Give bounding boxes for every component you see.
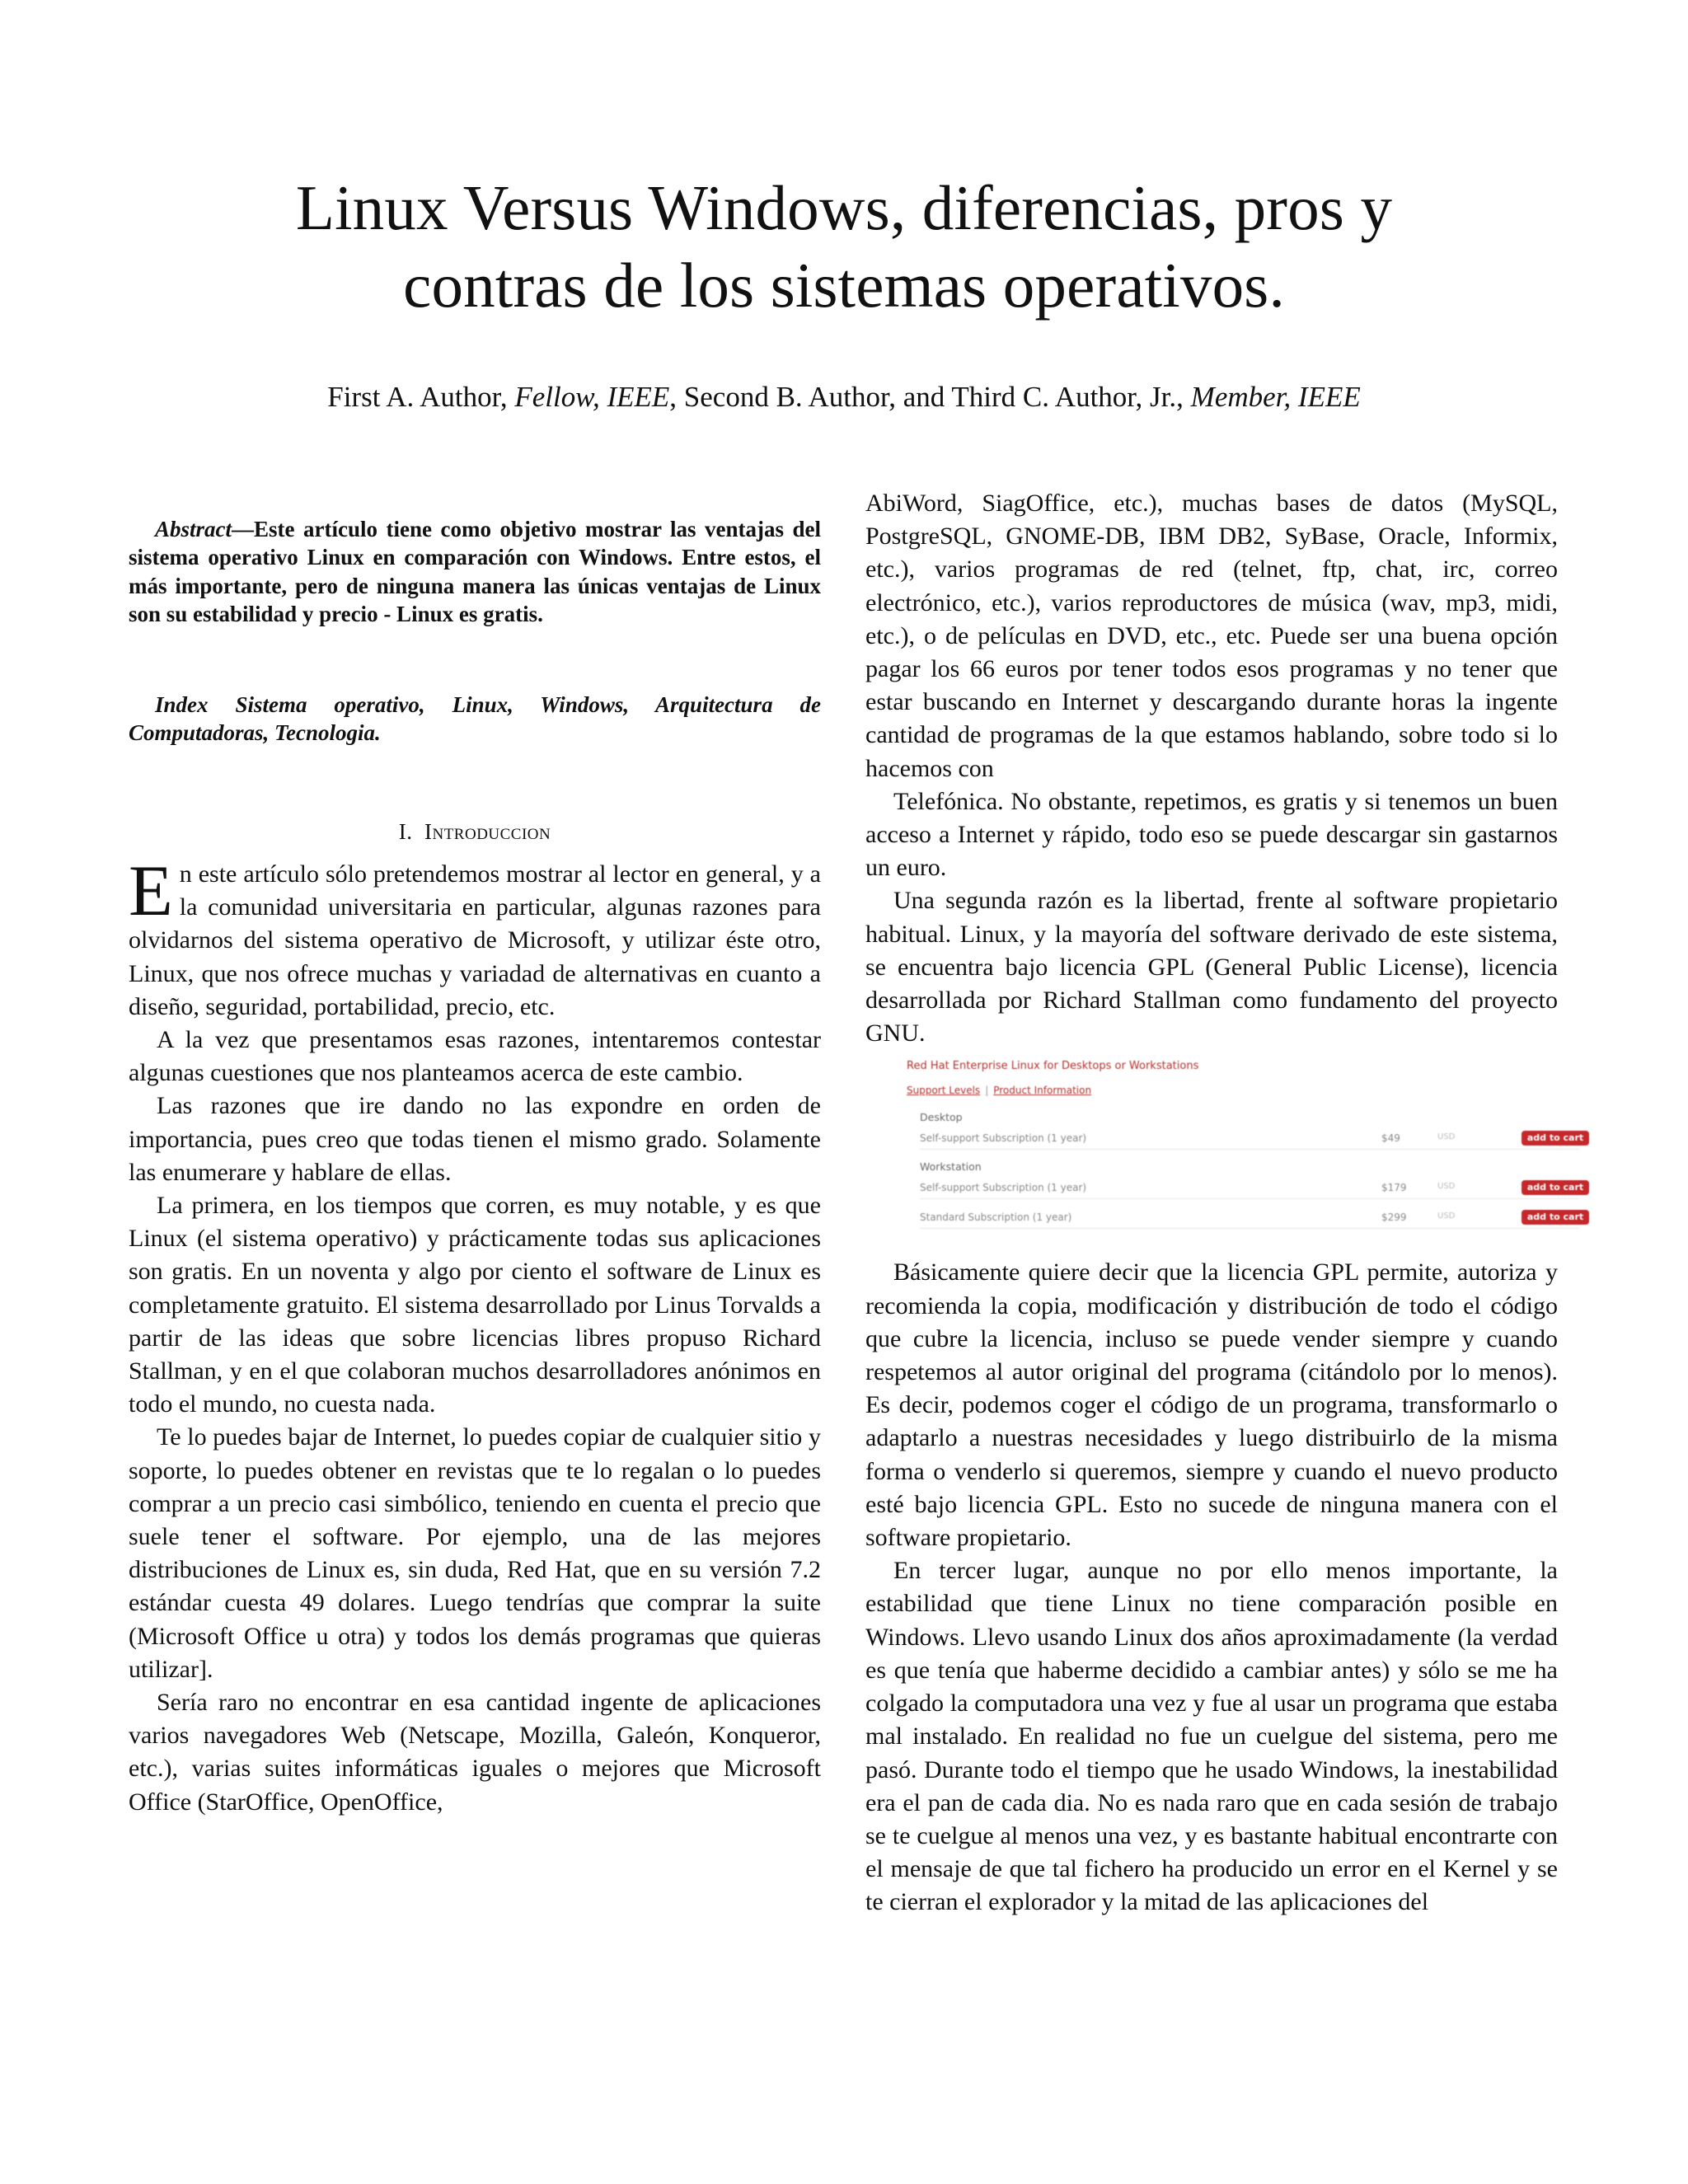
drop-cap: E — [129, 851, 173, 931]
add-to-cart-button: add to cart — [1522, 1131, 1589, 1146]
abstract — [129, 515, 821, 629]
paragraph: Telefónica. No obstante, repetimos, es gratis y si tenemos un buen acceso a Internet y rápido, todo eso se puede descargar sin gastarnos un euro. — [865, 787, 1558, 882]
title-line-1: Linux Versus Windows, diferencias, pros y — [295, 172, 1393, 243]
paragraph: En tercer lugar, aunque no por ello menos importante, la estabilidad que tiene Linux no tiene comparación posible en Windows. Llevo usando Linux dos años aproximadamente (la verdad es que tenía que haberme decidido a cambiar antes) y sólo se me ha colgado la computadora una vez y fue al usar un programa que estaba mal instalado. En realidad no fue un cuelgue del sistema, pero me pasó. Durante todo el tiempo que he usado Windows, la inestabilidad era el pan de cada dia. No es nada raro que en cada sesión de trabajo se te cuelgue al menos una vez, y es bastante habitual encontrarte con el mensaje de que tal fichero ha producido un error en el Kernel y se te cierran el explorador y la mitad de las aplicaciones del — [865, 1557, 1558, 1916]
abstract-dash: — — [232, 517, 255, 541]
figure-redhat-pricing — [900, 1055, 1584, 1240]
add-to-cart-button: add to cart — [1522, 1210, 1589, 1225]
section-heading-introduction — [129, 817, 821, 846]
pricing-row — [920, 1180, 1584, 1199]
row-name: Self-support Subscription (1 year) — [920, 1182, 1087, 1193]
paragraph: AbiWord, SiagOffice, etc.), muchas bases de datos (MySQL, PostgreSQL, GNOME-DB, IBM DB2, SyBase, Oracle, Informix, etc.), varios programas de red (telnet, ftp, chat, irc, correo electrónico, etc.), varios reproductores de música (wav, mp3, midi, etc.), o de películas en DVD, etc., etc. Puede ser una buena opción pagar los 66 euros por tener todos esos programas y no tener que estar buscando en Internet y descargando durante horas la ingente cantidad de programas de la que estamos hablando, sobre todo si lo hacemos con — [865, 490, 1558, 782]
pricing-row — [920, 1210, 1584, 1229]
row-currency: USD — [1437, 1132, 1456, 1141]
product-information-link: Product Information — [993, 1085, 1092, 1096]
paper-title — [148, 169, 1540, 324]
row-name: Self-support Subscription (1 year) — [920, 1132, 1087, 1144]
title-line-2: contras de los sistemas operativos. — [403, 250, 1285, 321]
row-price: $179 — [1381, 1182, 1407, 1193]
row-currency: USD — [1437, 1182, 1456, 1191]
left-column-body — [129, 851, 821, 1819]
author-3-role: Member, IEEE — [1190, 381, 1361, 413]
row-price: $299 — [1381, 1212, 1407, 1223]
index-terms: Index Sistema operativo, Linux, Windows, Arquitectura de Computadoras, Tecnologia. — [129, 692, 821, 746]
section-title: Introduccion — [424, 819, 551, 844]
paragraph — [129, 851, 821, 1024]
add-to-cart-button: add to cart — [1522, 1180, 1589, 1195]
row-price: $49 — [1381, 1132, 1400, 1144]
paragraph: Básicamente quiere decir que la licencia GPL permite, autoriza y recomienda la copia, modificación y distribución de todo el código que cubre la licencia, incluso se puede vender siempre y cuando respetemos al autor original del programa (citándolo por lo menos). Es decir, podemos coger el código de un programa, transformarlo o adaptarlo a nuestras necesidades y luego distribuirlo de la misma forma o venderlo si queremos, siempre y cuando el nuevo producto esté bajo licencia GPL. Esto no sucede de ninguna manera con el software propietario. — [865, 1258, 1558, 1552]
abstract-label: Abstract — [155, 517, 232, 541]
support-levels-link: Support Levels — [907, 1085, 981, 1096]
section-number: I. — [398, 819, 413, 844]
paragraph: Te lo puedes bajar de Internet, lo puedes copiar de cualquier sitio y soporte, lo puedes obtener en revistas que te lo regalan o lo puedes comprar a un precio casi simbólico, teniendo en cuenta el precio que suele tener el software. Por ejemplo, una de las mejores distribuciones de Linux es, sin duda, Red Hat, que en su versión 7.2 estándar cuesta 49 dolares. Luego tendrías que comprar la suite (Microsoft Office u otra) y todos los demás programas que quieras utilizar]. — [129, 1423, 821, 1683]
group-workstation: Workstation — [920, 1160, 982, 1173]
author-2-3: , Second B. Author, and Third C. Author, Jr., — [669, 381, 1184, 413]
author-1-role: Fellow, IEEE — [514, 381, 670, 413]
paragraph: A la vez que presentamos esas razones, intentaremos contestar algunas cuestiones que nos planteamos acerca de este cambio. — [129, 1026, 821, 1087]
figure-links — [907, 1085, 1091, 1096]
paragraph-text: n este artículo sólo pretendemos mostrar al lector en general, y a la comunidad universitaria en particular, algunas razones para olvidarnos del sistema operativo de Microsoft, y utilizar éste otro, Linux, que nos ofrece muchas y variadad de alternativas en cuanto a diseño, seguridad, portabilidad, precio, etc. — [129, 860, 821, 1020]
figure-heading: Red Hat Enterprise Linux for Desktops or Workstations — [907, 1060, 1199, 1072]
paragraph: La primera, en los tiempos que corren, es muy notable, y es que Linux (el sistema operativo) y prácticamente todas sus aplicaciones son gratis. En un noventa y algo por ciento el software de Linux es completamente gratuito. El sistema desarrollado por Linus Torvalds a partir de las ideas que sobre licencias libres propuso Richard Stallman, y en el que colaboran muchos desarrolladores anónimos en todo el mundo, no cuesta nada. — [129, 1192, 821, 1418]
group-desktop: Desktop — [920, 1111, 963, 1123]
paragraph: Una segunda razón es la libertad, frente al software propietario habitual. Linux, y la mayoría del software derivado de este sistema, se encuentra bajo licencia GPL (General Public License), licencia desarrollada por Richard Stallman como fundamento del proyecto GNU. — [865, 887, 1558, 1047]
abstract-text: Este artículo tiene como objetivo mostrar las ventajas del sistema operativo Linux en comparación con Windows. Entre estos, el más importante, pero de ninguna manera las únicas ventajas de Linux son su estabilidad y precio - Linux es gratis. — [129, 517, 821, 627]
author-1: First A. Author, — [327, 381, 508, 413]
paragraph: Sería raro no encontrar en esa cantidad ingente de aplicaciones varios navegadores Web (Netscape, Mozilla, Galeón, Konqueror, etc.), varias suites informáticas iguales o mejores que Microsoft Office (StarOffice, OpenOffice, — [129, 1689, 821, 1816]
row-name: Standard Subscription (1 year) — [920, 1212, 1072, 1223]
author-line — [148, 377, 1540, 417]
link-separator: | — [985, 1085, 989, 1096]
row-currency: USD — [1437, 1212, 1456, 1221]
paragraph: Las razones que ire dando no las expondre en orden de importancia, pues creo que todas tienen el mismo grado. Solamente las enumerare y hablare de ellas. — [129, 1092, 821, 1186]
pricing-row — [920, 1131, 1584, 1150]
